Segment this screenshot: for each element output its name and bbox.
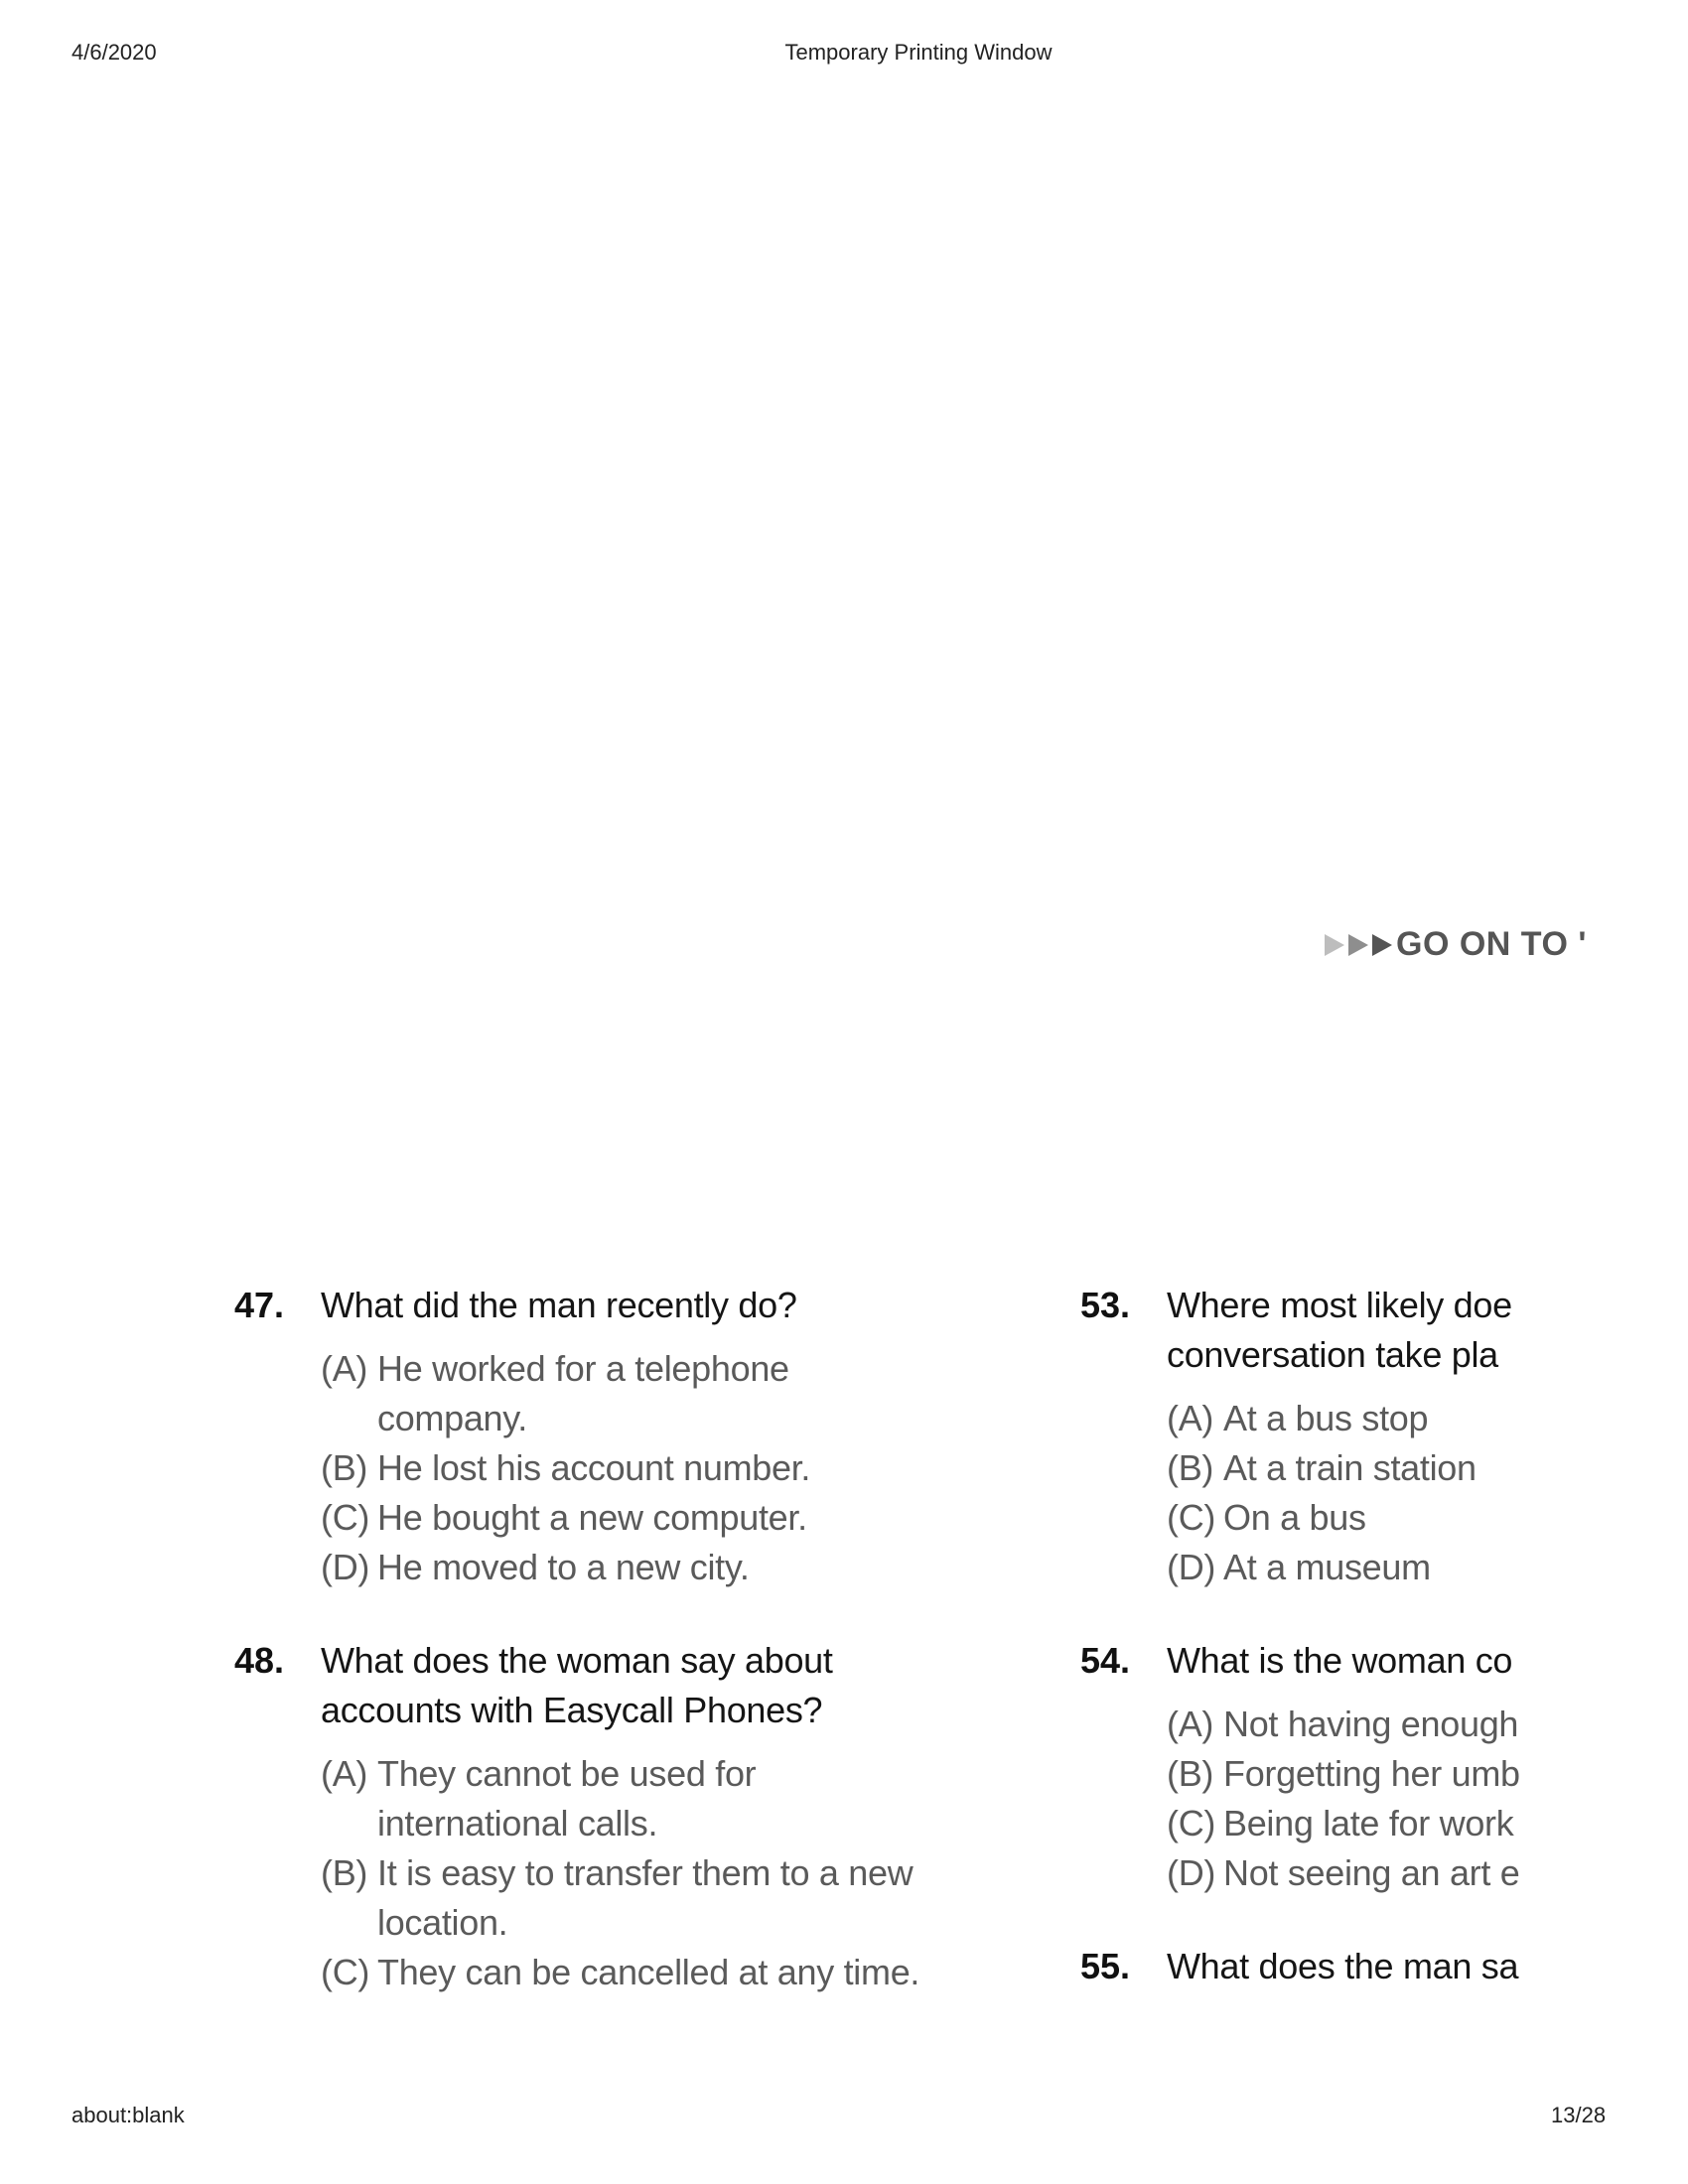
- option-text: At a train station: [1223, 1447, 1477, 1488]
- option-letter: (D): [1167, 1547, 1216, 1587]
- answer-option: [321, 1443, 929, 1493]
- question-number: 54.: [1080, 1640, 1131, 1681]
- option-letter: (A): [1167, 1398, 1214, 1438]
- question-text: Where most likely doe: [1167, 1285, 1512, 1325]
- option-text: He worked for a telephone: [377, 1348, 789, 1389]
- answer-options: [1167, 1394, 1688, 1592]
- option-text: Forgetting her umb: [1223, 1753, 1520, 1794]
- answer-option: [1167, 1394, 1688, 1443]
- question-item: [234, 1281, 929, 1592]
- answer-option: [1167, 1700, 1688, 1749]
- answer-option: [321, 1749, 929, 1799]
- question-item: [1080, 1281, 1688, 1592]
- option-text: They can be cancelled at any time.: [377, 1952, 920, 1992]
- question-number: 47.: [234, 1285, 285, 1325]
- option-text: It is easy to transfer them to a new: [377, 1852, 914, 1893]
- answer-options: [321, 1344, 929, 1592]
- answer-options: [1167, 1700, 1688, 1898]
- print-url: about:blank: [71, 2103, 185, 2127]
- option-text: On a bus: [1223, 1497, 1366, 1538]
- option-letter: (B): [1167, 1447, 1214, 1488]
- answer-option: [1167, 1799, 1688, 1848]
- answer-option: [1167, 1749, 1688, 1799]
- option-text: Being late for work: [1223, 1803, 1514, 1843]
- answer-option: [321, 1543, 929, 1592]
- question-item: [1080, 1942, 1688, 1991]
- print-window-title: Temporary Printing Window: [784, 40, 1053, 65]
- option-letter: (A): [321, 1348, 368, 1389]
- option-text: He moved to a new city.: [377, 1547, 750, 1587]
- question-item: [1080, 1636, 1688, 1898]
- option-text: location.: [377, 1902, 508, 1943]
- question-text: accounts with Easycall Phones?: [321, 1690, 823, 1730]
- go-on-label: GO ON TO ': [1396, 925, 1587, 963]
- answer-option: [1167, 1493, 1688, 1543]
- option-text: He lost his account number.: [377, 1447, 811, 1488]
- answer-option: [1167, 1443, 1688, 1493]
- answer-option: [321, 1898, 929, 1948]
- question-number: 53.: [1080, 1285, 1131, 1325]
- answer-options: [321, 1749, 929, 1997]
- option-letter: (C): [321, 1497, 370, 1538]
- option-letter: (A): [321, 1753, 368, 1794]
- option-text: At a bus stop: [1223, 1398, 1429, 1438]
- option-letter: (B): [321, 1852, 368, 1893]
- print-date: 4/6/2020: [71, 40, 157, 65]
- triple-arrow-icon: [1325, 934, 1392, 956]
- question-text: conversation take pla: [1167, 1334, 1498, 1375]
- option-text: company.: [377, 1398, 528, 1438]
- option-text: international calls.: [377, 1803, 658, 1843]
- question-text: What does the woman say about: [321, 1640, 833, 1681]
- right-question-column: [1080, 1281, 1688, 2035]
- answer-option: [321, 1493, 929, 1543]
- question-text: What does the man sa: [1167, 1946, 1519, 1986]
- go-on-indicator: [1325, 925, 1587, 964]
- answer-option: [1167, 1543, 1688, 1592]
- option-text: They cannot be used for: [377, 1753, 757, 1794]
- question-number: 48.: [234, 1640, 285, 1681]
- answer-option: [321, 1799, 929, 1848]
- option-text: He bought a new computer.: [377, 1497, 807, 1538]
- option-text: Not having enough: [1223, 1704, 1519, 1744]
- option-letter: (D): [1167, 1852, 1216, 1893]
- question-item: [234, 1636, 929, 1997]
- option-letter: (B): [321, 1447, 368, 1488]
- left-question-column: [234, 1281, 929, 2041]
- option-letter: (C): [321, 1952, 370, 1992]
- page-number: 13/28: [1551, 2103, 1607, 2127]
- question-text: What did the man recently do?: [321, 1285, 797, 1325]
- option-text: At a museum: [1223, 1547, 1431, 1587]
- answer-option: [321, 1948, 929, 1997]
- option-letter: (C): [1167, 1497, 1216, 1538]
- answer-option: [321, 1344, 929, 1394]
- option-letter: (D): [321, 1547, 370, 1587]
- answer-option: [321, 1848, 929, 1898]
- question-text: What is the woman co: [1167, 1640, 1513, 1681]
- option-letter: (C): [1167, 1803, 1216, 1843]
- answer-option: [1167, 1848, 1688, 1898]
- option-text: Not seeing an art e: [1223, 1852, 1520, 1893]
- option-letter: (B): [1167, 1753, 1214, 1794]
- question-number: 55.: [1080, 1946, 1131, 1986]
- answer-option: [321, 1394, 929, 1443]
- option-letter: (A): [1167, 1704, 1214, 1744]
